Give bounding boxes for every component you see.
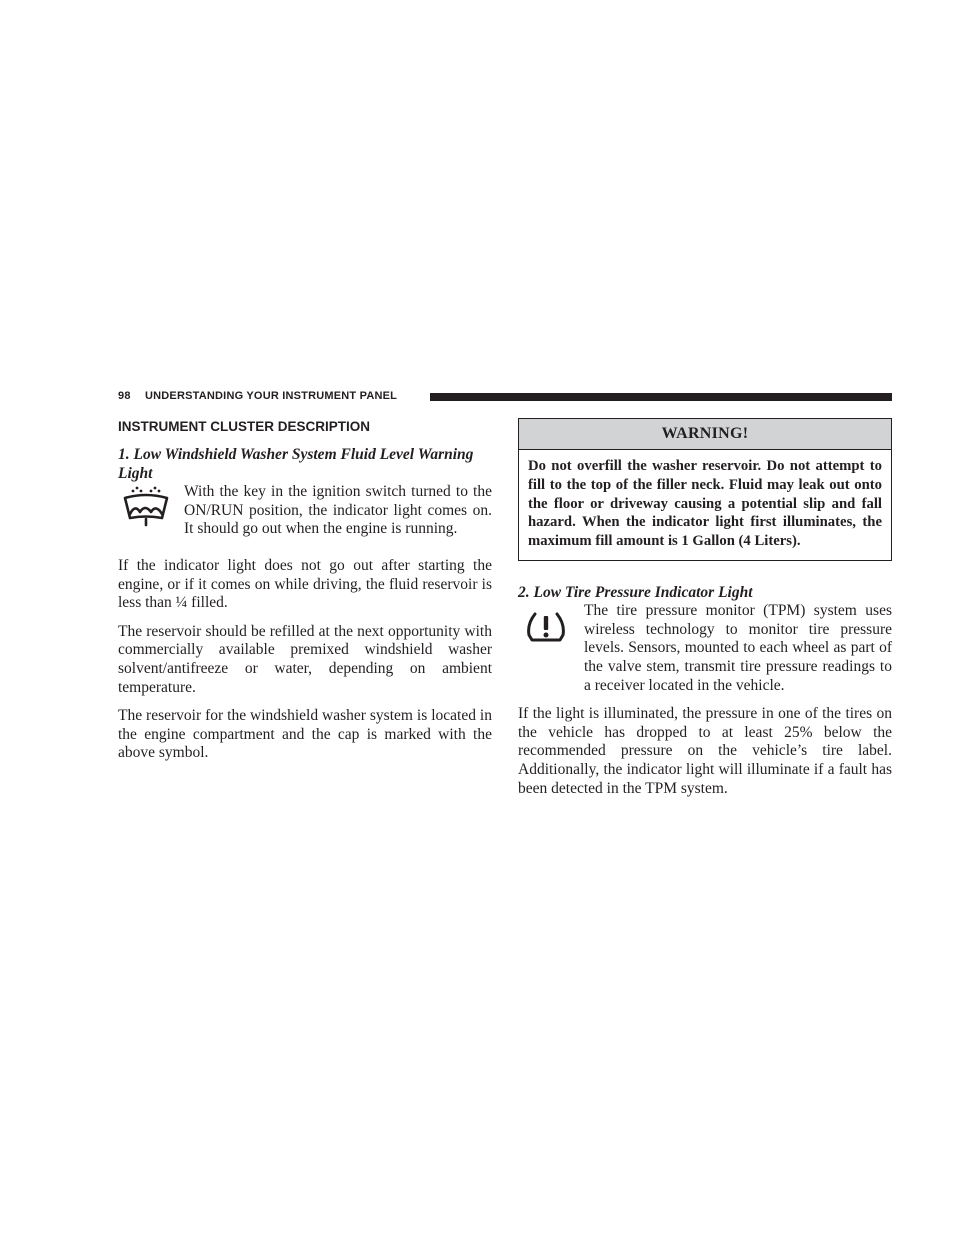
warning-box	[518, 418, 892, 561]
windshield-washer-fluid-icon	[118, 483, 184, 557]
item-1-intro	[118, 483, 492, 557]
warning-body: Do not overfill the washer reservoir. Do not attempt to fill to the top of the filler neck. Fluid may leak out onto the floor or driveway causing a potential slip and fall hazard. When the indicator light first illuminates, the maximum fill amount is 1 Gallon (4 Liters).	[528, 458, 882, 550]
body-paragraph: The reservoir for the windshield washer system is located in the engine compartment and the cap is marked with the above symbol.	[118, 706, 492, 762]
item-2-intro-text: The tire pressure monitor (TPM) system uses wireless technology to monitor tire pressure levels. Sensors, mounted to each wheel as part of the valve stem, transmit tire pressure readings to a receiver located in the vehicle.	[584, 601, 892, 694]
body-paragraph: If the light is illuminated, the pressure in one of the tires on the vehicle has dropped to at least 25% below the recommended pressure on the vehicle’s tire label. Additionally, the indicator light will illuminate if a fault has been detected in the TPM system.	[518, 705, 892, 797]
item-1-intro-text: With the key in the ignition switch turned to the ON/RUN position, the indicator light comes on. It should go out when the engine is running.	[184, 483, 492, 538]
page-header	[118, 389, 892, 405]
item-2-intro	[518, 602, 892, 705]
body-paragraph: If the indicator light does not go out after starting the engine, or if it comes on while driving, the fluid reservoir is less than ¼ filled.	[118, 557, 492, 612]
body-paragraph: The reservoir should be refilled at the next opportunity with commercially available premixed windshield washer solvent/antifreeze or water, depending on ambient temperature.	[118, 622, 492, 696]
page-number: 98	[118, 390, 131, 402]
item-1-heading: 1. Low Windshield Washer System Fluid Level Warning Light	[118, 446, 474, 482]
right-column	[518, 418, 892, 808]
section-title: INSTRUMENT CLUSTER DESCRIPTION	[118, 419, 371, 434]
tire-pressure-warning-icon	[518, 602, 584, 676]
left-column	[118, 418, 492, 773]
running-head: UNDERSTANDING YOUR INSTRUMENT PANEL	[145, 390, 398, 402]
warning-title: WARNING!	[519, 419, 891, 450]
item-2-heading: 2. Low Tire Pressure Indicator Light	[518, 583, 753, 601]
header-rule	[430, 393, 892, 401]
